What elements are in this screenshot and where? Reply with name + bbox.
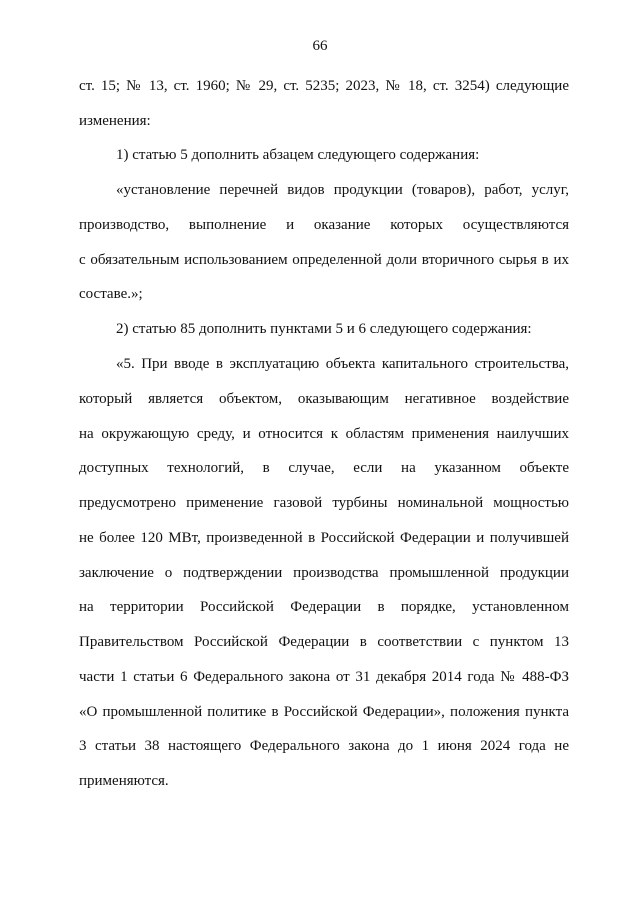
text-line: с обязательным использованием определенной доли вторичного сырья в их [79, 252, 569, 268]
text-line: заключение о подтверждении производства промышленной продукции [79, 565, 569, 581]
text-line: 2) статью 85 дополнить пунктами 5 и 6 следующего содержания: [116, 321, 532, 337]
text-line: 3 статьи 38 настоящего Федерального закона до 1 июня 2024 года не [79, 738, 569, 754]
text-line: на окружающую среду, и относится к областям применения наилучших [79, 426, 569, 442]
text-line: предусмотрено применение газовой турбины номинальной мощностью [79, 495, 569, 511]
text-line: производство, выполнение и оказание которых осуществляются [79, 217, 569, 233]
text-line: изменения: [79, 113, 151, 129]
text-line: доступных технологий, в случае, если на указанном объекте [79, 460, 569, 476]
text-line: не более 120 МВт, произведенной в Российской Федерации и получившей [79, 530, 569, 546]
text-line: на территории Российской Федерации в порядке, установленном [79, 599, 569, 615]
text-line: Правительством Российской Федерации в соответствии с пунктом 13 [79, 634, 569, 650]
text-line: который является объектом, оказывающим негативное воздействие [79, 391, 569, 407]
text-line: «5. При вводе в эксплуатацию объекта капитального строительства, [116, 356, 569, 372]
text-line: составе.»; [79, 286, 143, 302]
text-line: части 1 статьи 6 Федерального закона от 31 декабря 2014 года № 488-ФЗ [79, 669, 569, 685]
text-line: «О промышленной политике в Российской Федерации», положения пункта [79, 704, 569, 720]
text-line: «установление перечней видов продукции (товаров), работ, услуг, [116, 182, 569, 198]
page-number: 66 [312, 38, 328, 54]
text-line: ст. 15; № 13, ст. 1960; № 29, ст. 5235; 2023, № 18, ст. 3254) следующие [79, 78, 569, 94]
text-line: применяются. [79, 773, 169, 789]
text-line: 1) статью 5 дополнить абзацем следующего содержания: [116, 147, 480, 163]
